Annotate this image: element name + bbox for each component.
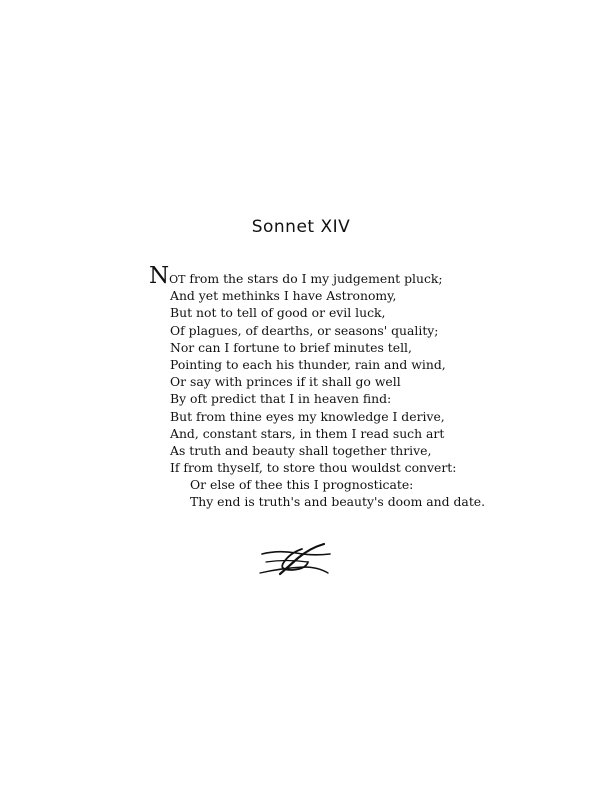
poem-line: And yet methinks I have Astronomy,	[170, 288, 397, 304]
couplet-line: Thy end is truth's and beauty's doom and date.	[190, 494, 486, 510]
poem-line: But from thine eyes my knowledge I derive,	[170, 408, 445, 424]
sonnet-text	[149, 263, 486, 511]
poem-line: Of plagues, of dearths, or seasons' quality;	[170, 322, 439, 338]
poem-line: Or say with princes if it shall go well	[170, 374, 401, 390]
first-line-text: from the stars do I my judgement pluck;	[185, 271, 443, 286]
first-word-caps: OT	[169, 273, 186, 286]
poem-line: Pointing to each his thunder, rain and wind,	[170, 356, 446, 372]
poem-line-1	[149, 263, 485, 289]
poem-line: But not to tell of good or evil luck,	[170, 305, 386, 321]
page-title: Sonnet XIV	[251, 217, 351, 237]
poem-line: Nor can I fortune to brief minutes tell,	[170, 339, 412, 355]
couplet-line: Or else of thee this I prognosticate:	[190, 477, 414, 493]
poem-line: As truth and beauty shall together thrive,	[170, 442, 432, 458]
drop-cap-initial: N	[149, 263, 170, 289]
poem-line: By oft predict that I in heaven find:	[170, 391, 392, 407]
flourish-ornament-icon	[258, 540, 334, 580]
poem-line: And, constant stars, in them I read such art	[170, 425, 445, 441]
poem-line: If from thyself, to store thou wouldst convert:	[170, 460, 457, 476]
